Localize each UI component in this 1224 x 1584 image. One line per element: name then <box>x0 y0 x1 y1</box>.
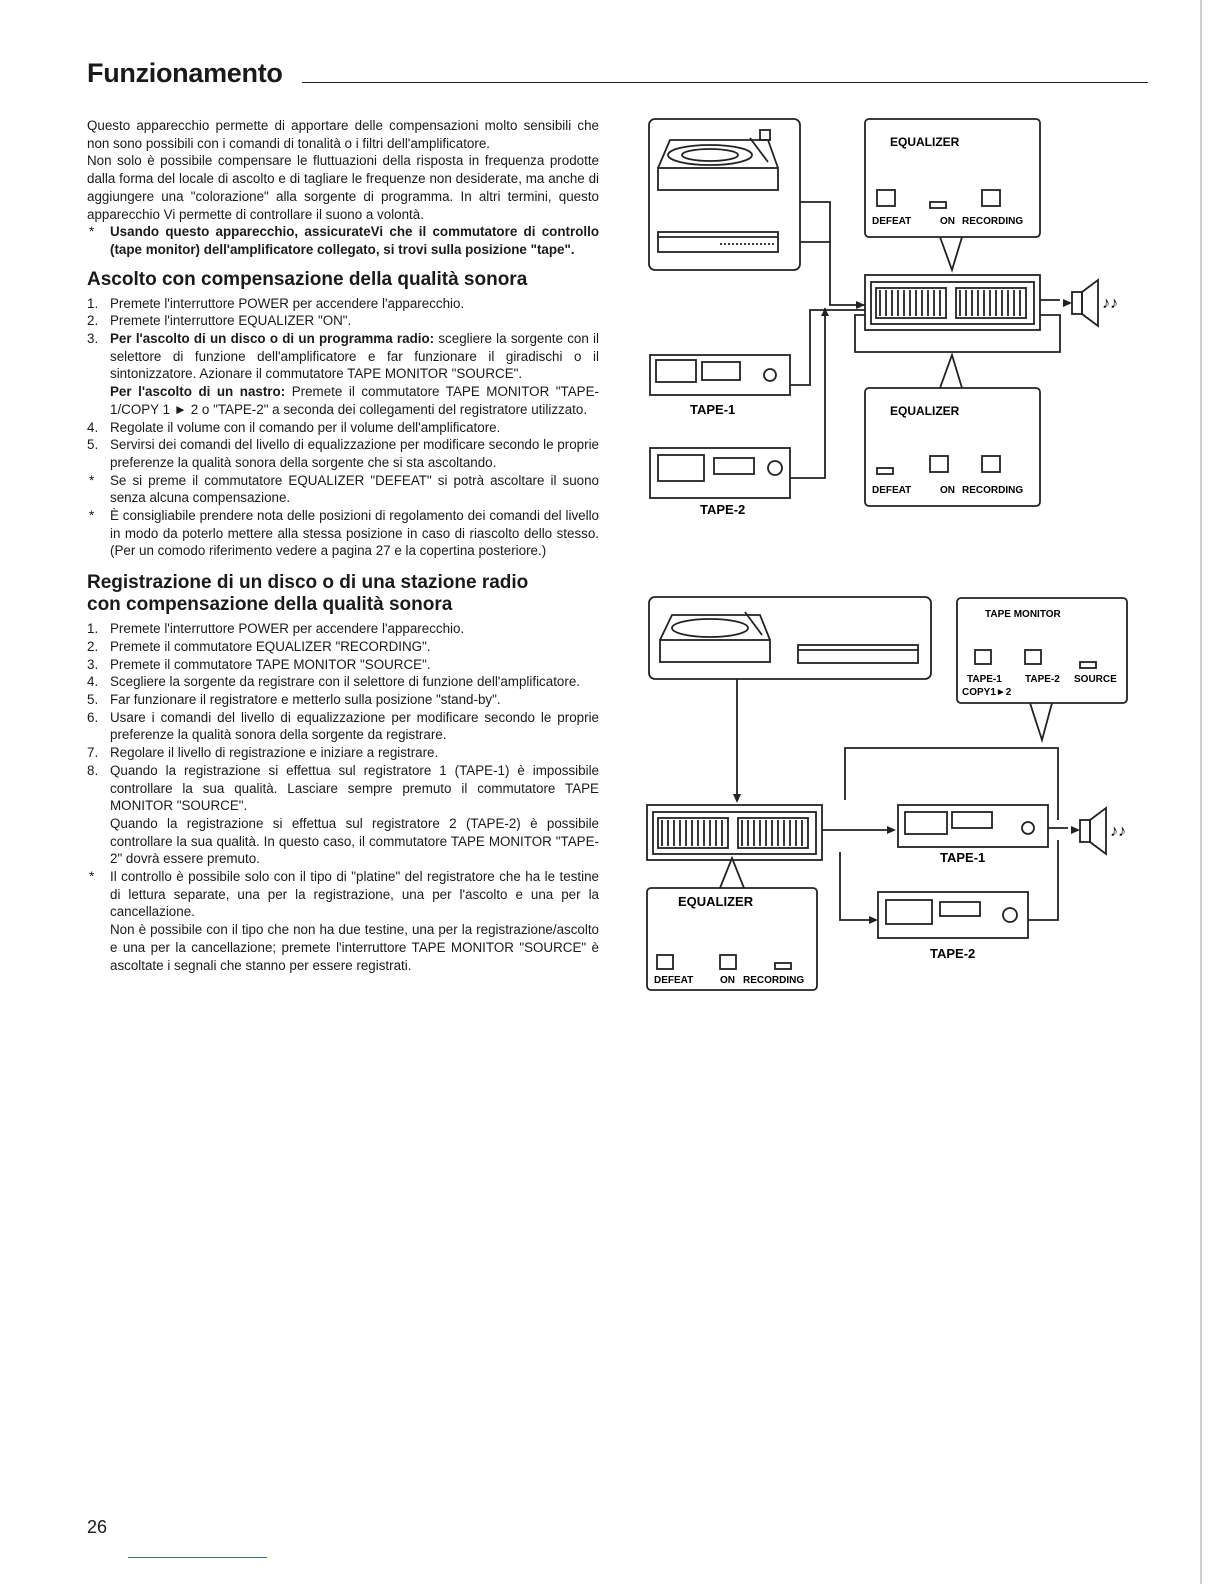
tape-monitor-label-source: SOURCE <box>1074 674 1117 685</box>
arrow-icon <box>887 826 896 834</box>
listening-steps <box>87 295 599 472</box>
tape1-label: TAPE-1 <box>940 850 986 865</box>
recording-diagram <box>640 590 1160 1010</box>
intro-note-text: Usando questo apparecchio, assicurateVi che il commutatore di controllo (tape monitor) dell'amplificatore collegato, si trovi sulla posizione "tape". <box>110 224 599 257</box>
page-title: Funzionamento <box>87 58 283 88</box>
eq-title: EQUALIZER <box>678 894 754 909</box>
list-item: 4. Regolate il volume con il comando per il volume dell'amplificatore. <box>87 419 501 435</box>
tape-monitor-label-tape2: TAPE-2 <box>1025 674 1060 685</box>
tuner-icon <box>798 645 918 663</box>
tape2-label: TAPE-2 <box>700 502 746 517</box>
list-item: 5. Far funzionare il registratore e metterlo sulla posizione "stand-by". <box>87 691 501 707</box>
list-item: 4. Scegliere la sorgente da registrare con il selettore di funzione dell'amplificatore. <box>87 674 580 690</box>
listening-note-1: * Se si preme il commutatore EQUALIZER "DEFEAT" si potrà ascoltare il suono senza alcuna compensazione. <box>89 472 599 506</box>
music-note-icon: ♪♪ <box>1102 295 1118 312</box>
turntable-icon <box>658 130 778 190</box>
tape-deck-2-icon <box>878 892 1028 938</box>
text-column <box>87 117 599 974</box>
recording-steps <box>87 620 599 815</box>
arrow-icon <box>856 301 865 309</box>
tape-monitor-sublabel: COPY1►2 <box>962 687 1012 698</box>
source-box <box>649 597 931 679</box>
tape-deck-2-icon <box>650 448 790 498</box>
recording-note: * Il controllo è possibile solo con il tipo di "platine" del registratore che ha le testine di lettura separate, una per la registrazione, una per l'ascolto e una per la cancellazione. <box>89 869 599 920</box>
list-item: 7. Regolare il livello di registrazione e iniziare a registrare. <box>87 745 439 761</box>
step8-continuation: Quando la registrazione si effettua sul registratore 2 (TAPE-2) è possibile controllare la sua qualità. In questo caso, il commutatore TAPE MONITOR "TAPE-2" dovrà essere premuto. <box>110 815 599 867</box>
list-item: 6. Usare i comandi del livello di equalizzazione per modificare secondo le proprie preferenze la qualità sonora della sorgente da registrare. <box>87 709 599 743</box>
tape1-label: TAPE-1 <box>690 402 736 417</box>
listening-note-2: * È consigliabile prendere nota delle posizioni di regolamento dei comandi del livello in modo da poterlo mettere alla stessa posizione in caso di riascolto dello stesso. (Per un comodo riferimento vedere a pagina 27 e la copertina posteriore.) <box>89 508 599 559</box>
music-note-icon: ♪♪ <box>1110 823 1126 840</box>
speaker-icon <box>1080 808 1106 854</box>
section-heading-recording-1: Registrazione di un disco o di una stazione radio <box>87 572 529 594</box>
tape-deck-1-icon <box>898 805 1048 847</box>
section-heading-listening: Ascolto con compensazione della qualità sonora <box>87 268 528 290</box>
eq-top-label-recording: RECORDING <box>962 216 1024 227</box>
eq-bottom-label-recording: RECORDING <box>962 485 1024 496</box>
section-heading-recording-2: con compensazione della qualità sonora <box>87 594 453 616</box>
list-item: 1. Premete l'interruttore POWER per accendere l'apparecchio. <box>87 295 465 311</box>
tape-monitor-title: TAPE MONITOR <box>985 609 1061 620</box>
recording-note-continuation: Non è possibile con il tipo che non ha due testine, una per la registrazione/ascolto e una per la cancellazione; premete l'interruttore TAPE MONITOR "SOURCE" è ascoltate i segnali che stanno per essere registrati. <box>110 922 599 973</box>
tuner-icon <box>658 232 778 252</box>
intro-paragraph-2: Non solo è possibile compensare le fluttuazioni della risposta in frequenza prodotte dalla forma del locale di ascolto e di tagliare le frequenze non desiderate, ma anche di aggiungere una "colorazione" alla sorgente di programma. In altri termini, questo apparecchio Vi permette di controllare il suono a volontà. <box>87 153 599 222</box>
eq-bottom-label-defeat: DEFEAT <box>872 485 912 496</box>
eq-label-recording: RECORDING <box>743 975 805 986</box>
speaker-icon <box>1072 280 1098 326</box>
list-item: 3. Premete il commutatore TAPE MONITOR "SOURCE". <box>87 656 431 672</box>
list-item: 8. Quando la registrazione si effettua sul registratore 1 (TAPE-1) è impossibile controllare la sua qualità. Lasciare sempre premuto il commutatore TAPE MONITOR "SOURCE". <box>87 762 599 814</box>
equalizer-unit-icon <box>865 275 1040 330</box>
eq-top-title: EQUALIZER <box>890 135 960 149</box>
asterisk-icon: * <box>89 224 95 240</box>
list-item: 5. Servirsi dei comandi del livello di equalizzazione per modificare secondo le proprie preferenze la qualità sonora della sorgente che si sta ascoltando. <box>87 437 599 470</box>
list-item: Per l'ascolto di un nastro: Premete il commutatore TAPE MONITOR "TAPE-1/COPY 1 ► 2 o "TAPE-2" a seconda dei collegamenti del registratore utilizzato. <box>110 384 599 417</box>
eq-top-label-defeat: DEFEAT <box>872 216 912 227</box>
arrow-icon <box>1071 826 1080 834</box>
list-item: 2. Premete il commutatore EQUALIZER "RECORDING". <box>87 638 431 654</box>
intro-paragraph-1: Questo apparecchio permette di apportare delle compensazioni molto sensibili che non sono possibili con i comandi di tonalità o i filtri dell'amplificatore. <box>87 118 599 151</box>
arrow-icon <box>1063 299 1072 307</box>
tape2-label: TAPE-2 <box>930 946 976 961</box>
page-number: 26 <box>87 1517 108 1537</box>
turntable-icon <box>660 612 770 662</box>
arrow-icon <box>733 794 741 803</box>
eq-label-on: ON <box>720 975 735 986</box>
eq-label-defeat: DEFEAT <box>654 975 694 986</box>
page-edge <box>1200 0 1202 1584</box>
eq-bottom-label-on: ON <box>940 485 955 496</box>
listening-diagram <box>640 110 1160 530</box>
tape-deck-1-icon <box>650 355 790 395</box>
list-item: 1. Premete l'interruttore POWER per accendere l'apparecchio. <box>87 621 465 637</box>
tape-monitor-label-tape1: TAPE-1 <box>967 674 1002 685</box>
eq-bottom-title: EQUALIZER <box>890 404 960 418</box>
list-item: 2. Premete l'interruttore EQUALIZER "ON". <box>87 313 352 329</box>
footer-rule <box>128 1557 267 1558</box>
list-item: 3. Per l'ascolto di un disco o di un programma radio: scegliere la sorgente con il selettore di funzione dell'amplificatore e far funzionare il giradischi o il sintonizzatore. Azionare il commutatore TAPE MONITOR "SOURCE". <box>87 331 599 382</box>
title-rule <box>302 82 1148 83</box>
intro-note <box>87 223 599 258</box>
arrow-icon <box>869 916 878 924</box>
eq-top-label-on: ON <box>940 216 955 227</box>
